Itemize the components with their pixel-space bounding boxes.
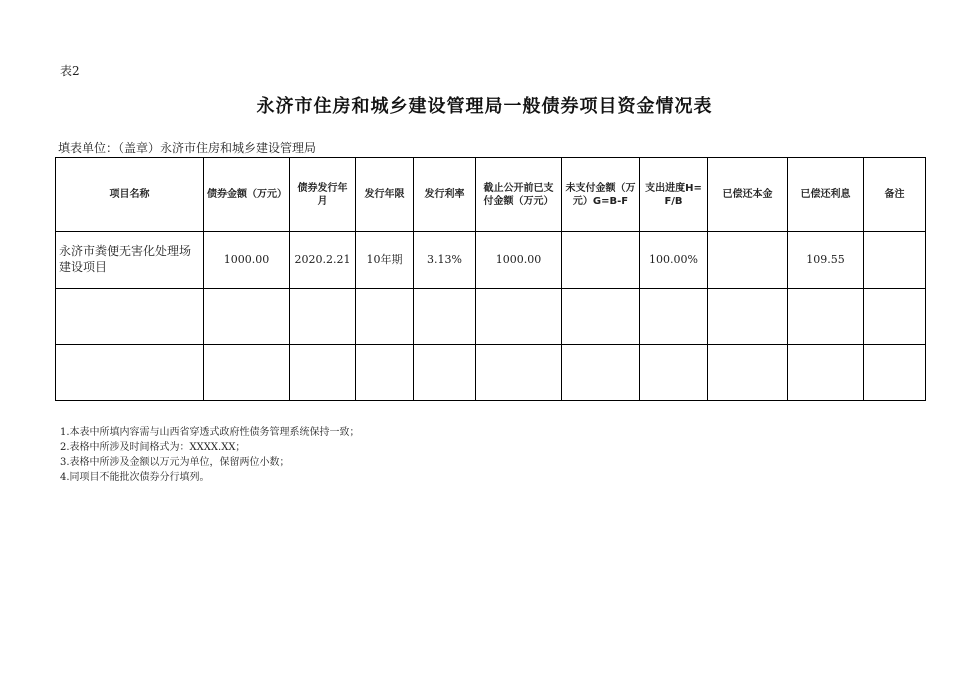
cell-project-name: 永济市粪便无害化处理场建设项目: [56, 232, 204, 289]
cell-issue-date: 2020.2.21: [290, 232, 356, 289]
header-project-name: 项目名称: [56, 158, 204, 232]
header-bond-amount: 债券金额（万元）: [204, 158, 290, 232]
cell-progress: 100.00%: [640, 232, 708, 289]
reporting-unit: 填表单位：（盖章）永济市住房和城乡建设管理局: [58, 141, 317, 155]
table-number-label: 表2: [60, 64, 80, 78]
header-paid-amount: 截止公开前已支付金额（万元）: [476, 158, 562, 232]
cell-rate: 3.13%: [414, 232, 476, 289]
cell-paid-amount: 1000.00: [476, 232, 562, 289]
cell-interest-repaid: 109.55: [788, 232, 864, 289]
debt-fund-table: [55, 157, 926, 401]
header-principal-repaid: 已偿还本金: [708, 158, 788, 232]
header-term: 发行年限: [356, 158, 414, 232]
empty-row: [56, 289, 926, 345]
cell-unpaid-amount: [562, 232, 640, 289]
table-row: [56, 232, 926, 289]
notes-section: [60, 425, 360, 485]
page-title: 永济市住房和城乡建设管理局一般债券项目资金情况表: [256, 96, 713, 117]
note-item: 2.表格中所涉及时间格式为：XXXX.XX；: [60, 442, 246, 453]
note-item: 4.同项目不能批次债券分行填列。: [60, 472, 210, 483]
note-item: 1.本表中所填内容需与山西省穿透式政府性债务管理系统保持一致；: [60, 427, 360, 438]
cell-principal-repaid: [708, 232, 788, 289]
header-progress: 支出进度H=F/B: [640, 158, 708, 232]
cell-remarks: [864, 232, 926, 289]
header-issue-date: 债券发行年月: [290, 158, 356, 232]
cell-bond-amount: 1000.00: [204, 232, 290, 289]
header-remarks: 备注: [864, 158, 926, 232]
empty-row: [56, 345, 926, 401]
note-item: 3.表格中所涉及金额以万元为单位，保留两位小数；: [60, 457, 290, 468]
header-row: [56, 158, 926, 232]
header-rate: 发行利率: [414, 158, 476, 232]
cell-term: 10年期: [356, 232, 414, 289]
header-interest-repaid: 已偿还利息: [788, 158, 864, 232]
header-unpaid-amount: 未支付金额（万元）G=B-F: [562, 158, 640, 232]
